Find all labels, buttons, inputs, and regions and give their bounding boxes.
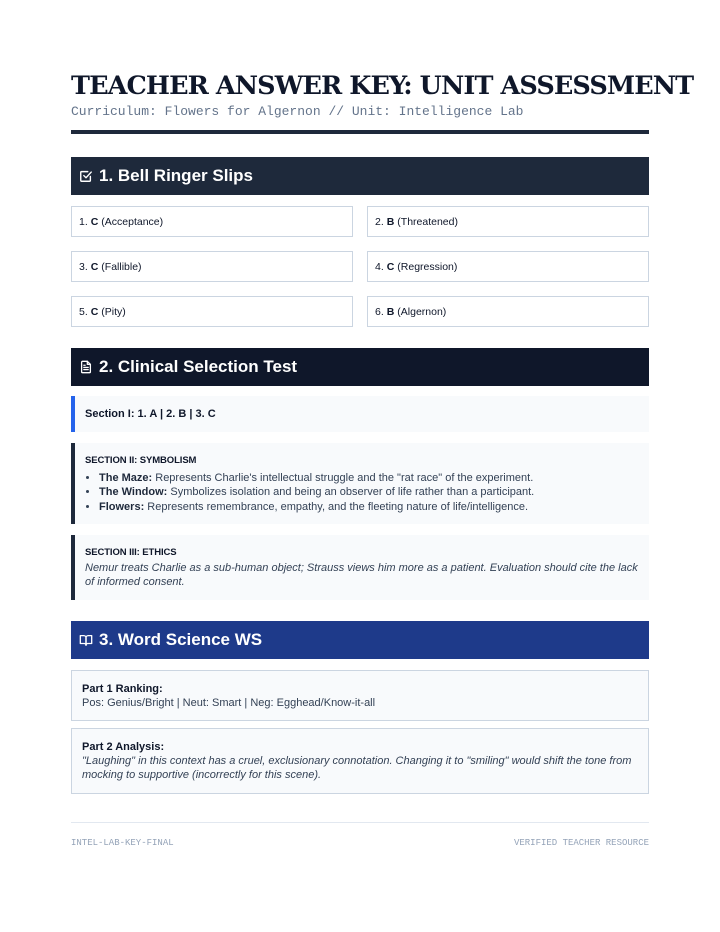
symbolism-list <box>85 471 639 514</box>
word-science-heading: 3. Word Science WS <box>99 630 263 649</box>
bell-ringer-heading: 1. Bell Ringer Slips <box>99 166 253 185</box>
open-book-icon <box>79 633 93 647</box>
footer-doc-id: INTEL-LAB-KEY-FINAL <box>71 838 174 848</box>
footer-divider <box>71 822 649 823</box>
slip-item: 6. B (Algernon) <box>367 296 649 327</box>
part-two-label: Part 2 Analysis: <box>82 741 165 753</box>
footer <box>71 838 649 848</box>
section-three-label: SECTION III: ETHICS <box>85 547 177 558</box>
part-two-answer: "Laughing" in this context has a cruel, exclusionary connotation. Changing it to "smiling" would shift the tone from mocking to supportive (incorrectly for this scene). <box>82 755 632 781</box>
part-one-label: Part 1 Ranking: <box>82 683 163 695</box>
bell-ringer-slips <box>71 206 649 327</box>
slip-item: 1. C (Acceptance) <box>71 206 353 237</box>
slip-item: 3. C (Fallible) <box>71 251 353 282</box>
page-subtitle: Curriculum: Flowers for Algernon // Unit: Intelligence Lab <box>71 104 524 119</box>
part-two-analysis <box>71 728 649 794</box>
list-item: • The Maze: Represents Charlie's intellectual struggle and the "rat race" of the experiment. <box>99 471 639 485</box>
slip-item: 4. C (Regression) <box>367 251 649 282</box>
list-item: • Flowers: Represents remembrance, empathy, and the fleeting nature of life/intelligence. <box>99 500 639 514</box>
section-one-answers: Section I: 1. A | 2. B | 3. C <box>71 396 649 432</box>
title-divider <box>71 130 649 134</box>
slip-item: 5. C (Pity) <box>71 296 353 327</box>
bell-ringer-header <box>71 157 649 195</box>
list-item: • The Window: Symbolizes isolation and being an observer of life rather than a participant. <box>99 485 639 499</box>
section-two-label: SECTION II: SYMBOLISM <box>85 455 197 466</box>
clinical-test-heading: 2. Clinical Selection Test <box>99 357 298 376</box>
part-one-answer: Pos: Genius/Bright | Neut: Smart | Neg: Egghead/Know-it-all <box>82 697 376 709</box>
section-three-ethics <box>71 535 649 600</box>
part-one-ranking <box>71 670 649 721</box>
slip-item: 2. B (Threatened) <box>367 206 649 237</box>
answer-key-page <box>71 70 694 848</box>
checkbox-icon <box>79 169 93 183</box>
word-science-header <box>71 621 649 659</box>
ethics-answer: Nemur treats Charlie as a sub-human object; Strauss views him more as a patient. Evaluation should cite the lack of informed consent. <box>85 562 638 588</box>
section-two-symbolism <box>71 443 649 524</box>
footer-verification: VERIFIED TEACHER RESOURCE <box>513 838 649 848</box>
document-icon <box>79 360 93 374</box>
clinical-test-header <box>71 348 649 386</box>
page-title: TEACHER ANSWER KEY: UNIT ASSESSMENT <box>71 71 694 101</box>
